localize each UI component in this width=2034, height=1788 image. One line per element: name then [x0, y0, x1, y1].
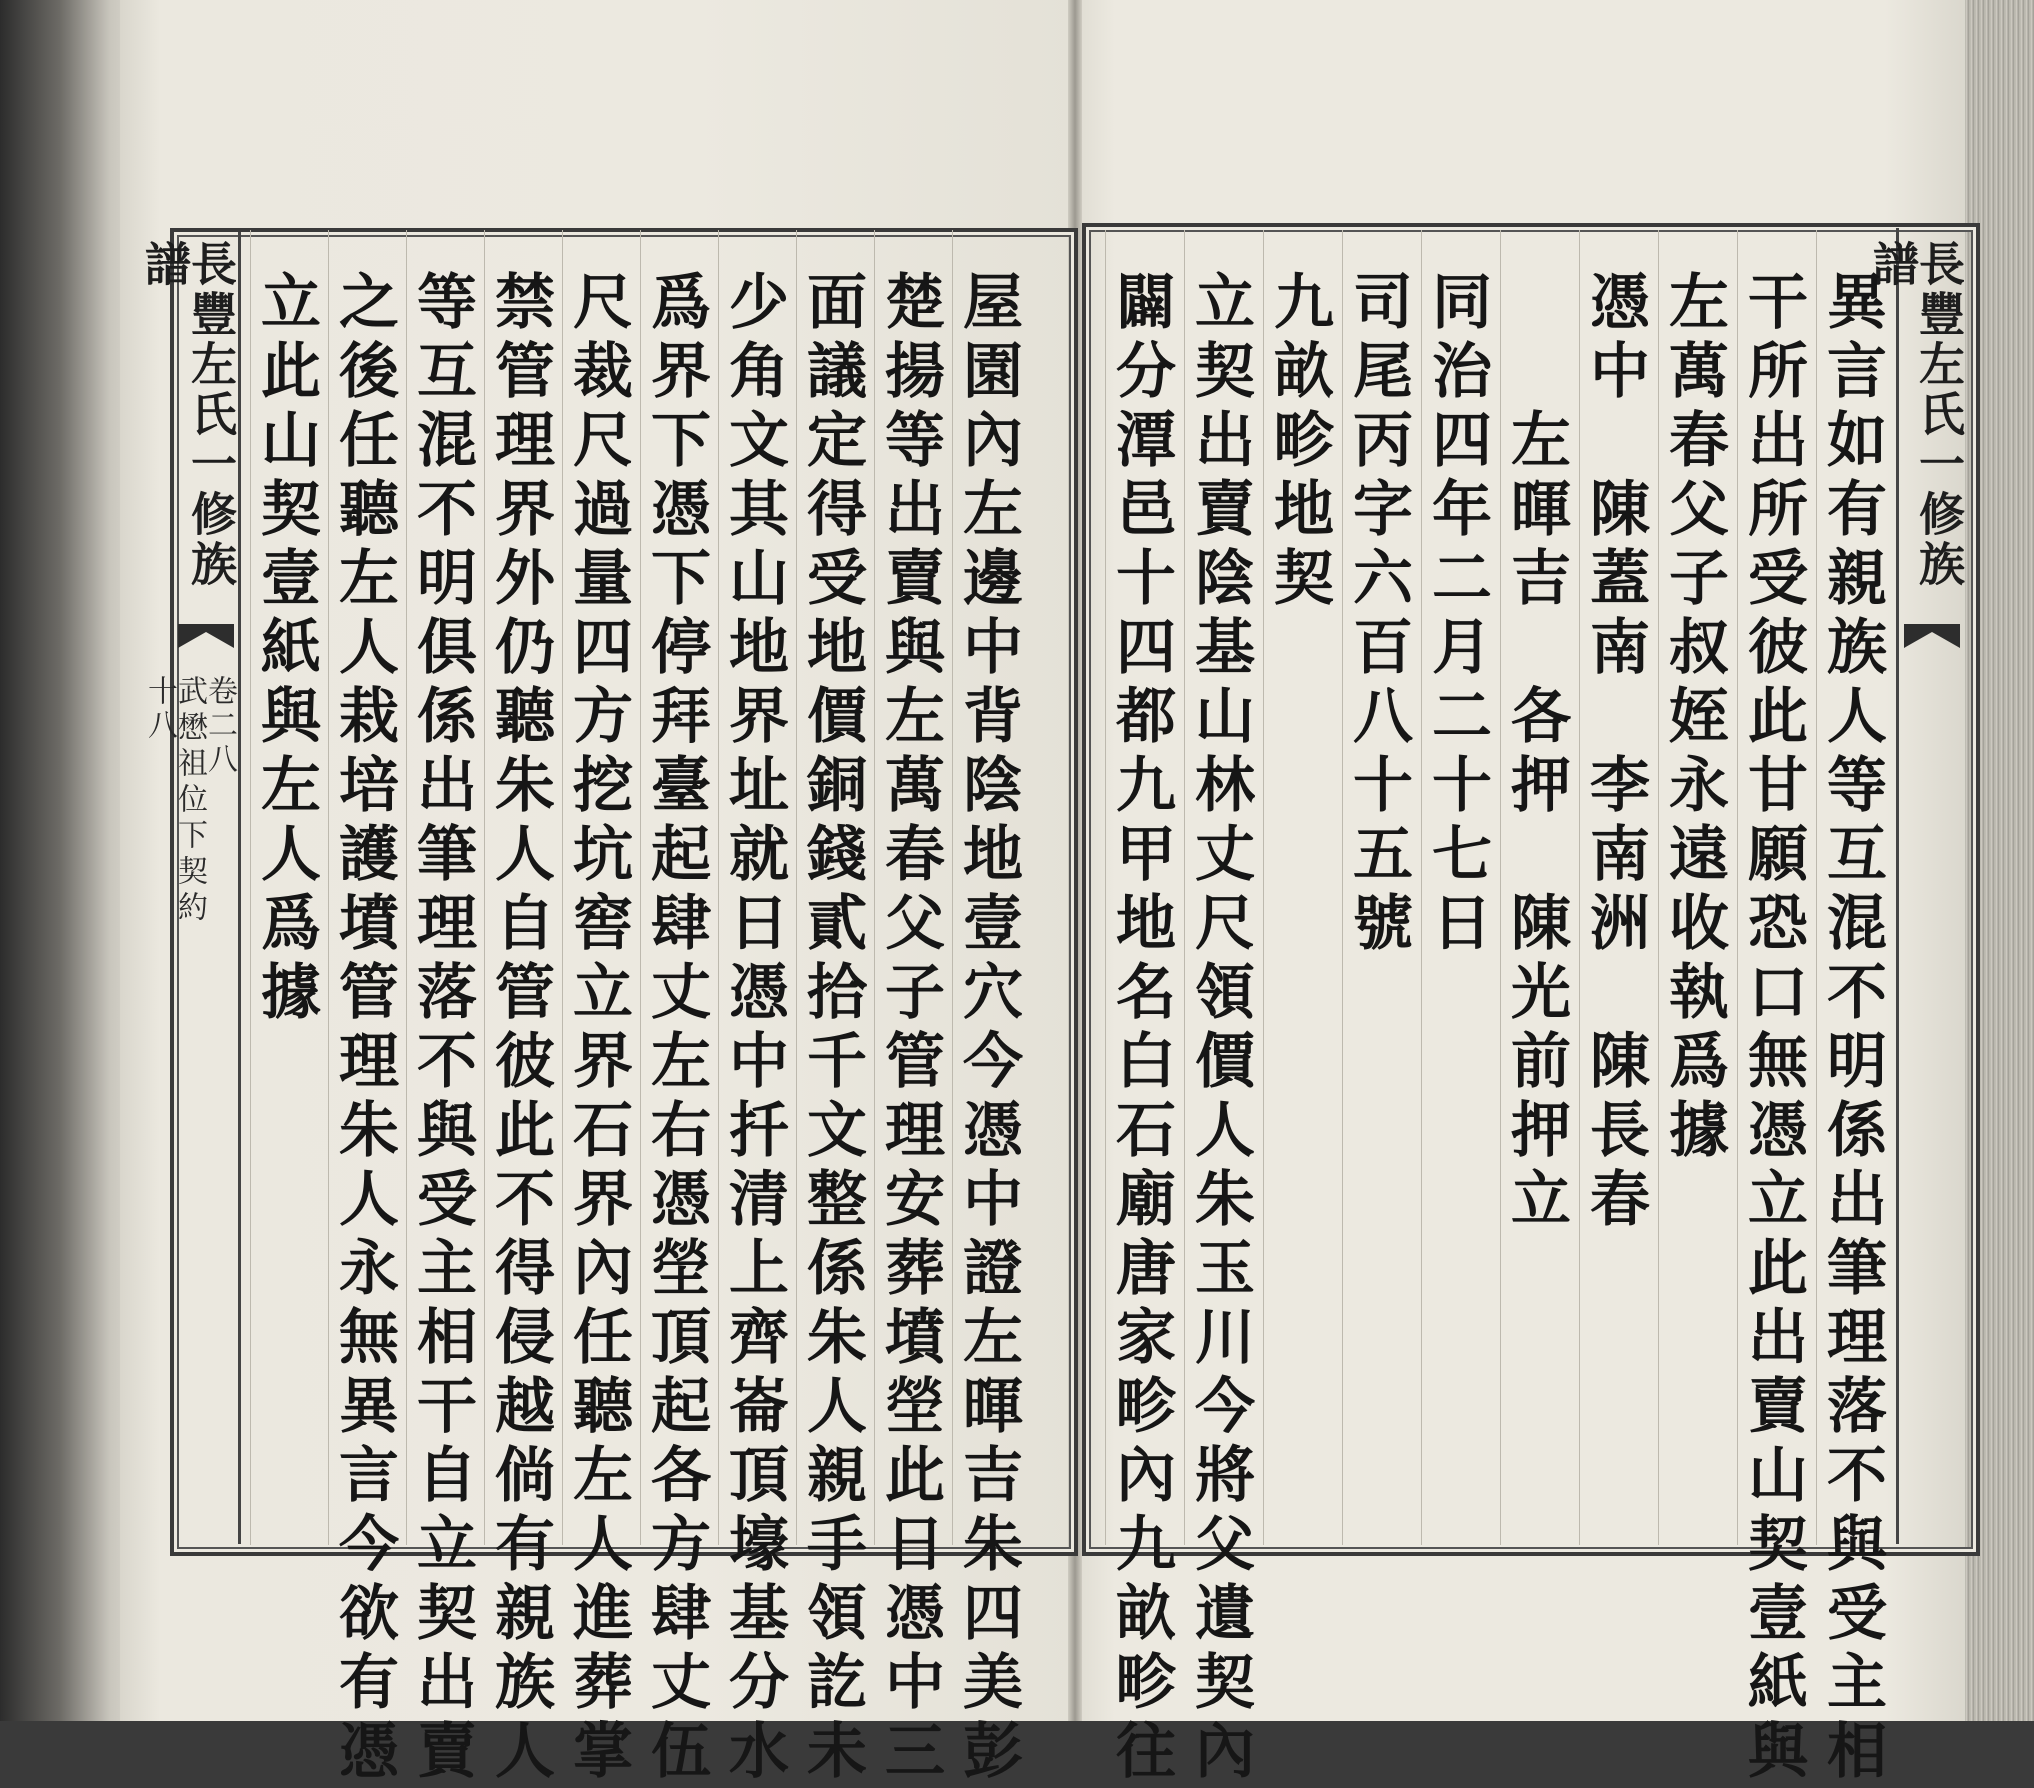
- text-column: 異言如有親族人等互混不明係出筆理落不與受主相: [1817, 270, 1887, 1788]
- text-column: 司尾丙字六百八十五號: [1343, 270, 1413, 960]
- text-column: 禁管理界外仍聽朱人自管彼此不得侵越倘有親族人: [485, 270, 555, 1788]
- left-spine-title: [138, 240, 238, 620]
- column-rule: [1342, 230, 1343, 1545]
- right-spine-title-sub: 一修族譜: [1866, 240, 1966, 590]
- column-rule: [1658, 230, 1659, 1545]
- text-column: 同治四年二月二十七日: [1422, 270, 1492, 960]
- text-column: 之後任聽左人栽培護墳管理朱人永無異言今欲有憑: [329, 270, 399, 1788]
- column-rule: [1421, 230, 1422, 1545]
- left-spine-title-sub: 一修族譜: [138, 240, 238, 590]
- text-column: 立此山契壹紙與左人爲據: [251, 270, 321, 1029]
- right-fishtail-ornament: [1902, 622, 1962, 650]
- right-page-text: [1100, 270, 1895, 1788]
- column-rule: [718, 230, 719, 1545]
- column-rule: [484, 230, 485, 1545]
- text-column: 少角文其山地界址就日憑中扦清上齊崙頂壕基分水: [719, 270, 789, 1788]
- text-column: 楚揚等出賣與左萬春父子管理安葬墳塋此日憑中三: [875, 270, 945, 1788]
- text-column: 屋園內左邊中背陰地壹穴今憑中證左暉吉朱四美彭: [953, 270, 1023, 1788]
- column-rule: [796, 230, 797, 1545]
- left-fishtail-ornament: [176, 622, 236, 650]
- text-column: 面議定得受地價銅錢貳拾千文整係朱人親手領訖未: [797, 270, 867, 1788]
- column-rule: [1184, 230, 1185, 1545]
- right-spine-title-main: 長豐左氏: [1912, 240, 1966, 440]
- column-rule: [328, 230, 329, 1545]
- column-rule: [406, 230, 407, 1545]
- column-rule: [640, 230, 641, 1545]
- text-column: 爲界下憑下停拜臺起肆丈左右憑塋頂起各方肆丈伍: [641, 270, 711, 1788]
- text-column: 干所出所受彼此甘願恐口無憑立此出賣山契壹紙與: [1738, 270, 1808, 1788]
- text-column: 憑中 陳蓋南 李南洲 陳長春: [1580, 270, 1650, 1236]
- column-rule: [952, 230, 953, 1545]
- spine-volume: 卷二八: [202, 675, 237, 777]
- text-column: 闢分潭邑十四都九甲地名白石廟唐家畛內九畝畛往: [1106, 270, 1176, 1788]
- spine-folio: 十八: [142, 675, 177, 743]
- column-rule: [1579, 230, 1580, 1545]
- text-column: 等互混不明俱係出筆理落不與受主相干自立契出賣: [407, 270, 477, 1788]
- column-rule: [1737, 230, 1738, 1545]
- column-rule: [1263, 230, 1264, 1545]
- column-rule: [250, 230, 251, 1545]
- text-column: 尺裁尺過量四方挖坑窖立界石界內任聽左人進葬掌: [563, 270, 633, 1788]
- column-rule: [1105, 230, 1106, 1545]
- column-rule: [874, 230, 875, 1545]
- spine-section: 武懋祖位下契約: [172, 675, 207, 927]
- column-rule: [562, 230, 563, 1545]
- text-column: 左萬春父子叔姪永遠收執爲據: [1659, 270, 1729, 1167]
- column-rule: [1500, 230, 1501, 1545]
- left-spine-divider: [238, 232, 241, 1544]
- left-spine-title-main: 長豐左氏: [184, 240, 238, 440]
- right-spine-divider: [1896, 228, 1899, 1544]
- text-column: 左暉吉 各押 陳光前押立: [1501, 270, 1571, 1236]
- column-rule: [1816, 230, 1817, 1545]
- left-spine-meta: [142, 675, 237, 1495]
- text-column: 九畝畛地契: [1264, 270, 1334, 615]
- text-column: 立契出賣陰基山林丈尺領價人朱玉川今將父遺契內: [1185, 270, 1255, 1788]
- right-spine-title: [1866, 240, 1966, 620]
